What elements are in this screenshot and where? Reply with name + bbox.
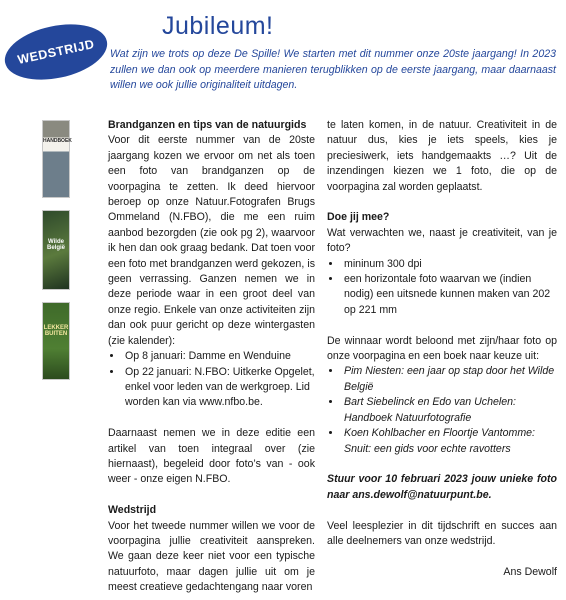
list-item: • een horizontale foto waarvan we (indien nodig) een uitsnede kunnen maken van 202 op 221 mm — [342, 272, 557, 318]
activity-list — [108, 349, 315, 411]
list-item: • Koen Kohlbacher en Floortje Vantomme: Snuit: een gids voor echte ravotters — [342, 426, 557, 457]
list-item: • Op 22 januari: N.FBO: Uitkerke Opgelet, enkel voor leden van de werkgroep. Lid worden kan via www.nfbo.be. — [123, 365, 315, 411]
wilde-belgie-cover-icon — [42, 210, 70, 290]
paragraph: Wat verwachten we, naast je creativiteit, van je foto? — [327, 226, 557, 255]
section-heading-wedstrijd: Wedstrijd — [108, 504, 157, 517]
section-heading-doe-jij-mee: Doe jij mee? — [327, 211, 390, 224]
book-cover-title: Wilde België — [46, 239, 65, 251]
intro-paragraph: Wat zijn we trots op deze De Spille! We starten met dit nummer onze 20ste jaargang! In 2023 zullen we dan ook op meerdere manieren terugblikken op de eerste jaargang, maar daarnaast willen we ook jullie originaliteit uitdagen. — [110, 48, 556, 92]
paragraph: De winnaar wordt beloond met zijn/haar foto op onze voorpagina en een boek naar keuze uit: — [327, 334, 557, 363]
section-heading-brandganzen: Brandganzen en tips van de natuurgids — [108, 119, 307, 131]
list-item: • Op 8 januari: Damme en Wenduine — [123, 349, 315, 364]
paragraph: Voor het tweede nummer willen we voor de voorpagina jullie creativiteit aanspreken. We gaan deze keer niet voor een typische natuurfoto, maar dagen jullie uit om je meest creatieve gedachtengang naar voren — [108, 519, 315, 594]
paragraph: te laten komen, in de natuur. Creativiteit in de natuur dus, kies je iets speels, kies je preciesiwerk, iets handgemaakts …? Uit de inzendingen kiezen we 1 foto, die op de voorpagina zal worden geplaatst. — [327, 119, 557, 193]
lekker-buiten-cover-icon — [42, 302, 70, 380]
left-column — [108, 118, 315, 596]
paragraph: Daarnaast nemen we in deze editie een artikel van toen integraal over (zie hiernaast), begeleid door foto’s van - ook weer - onze eigen N.FBO. — [108, 427, 315, 486]
prize-book-list — [327, 364, 557, 456]
list-item: • mininum 300 dpi — [342, 257, 557, 272]
list-item: • Pim Niesten: een jaar op stap door het Wilde België — [342, 364, 557, 395]
handboek-natuurfotografie-cover-icon — [42, 120, 70, 198]
list-item: • Bart Siebelinck en Edo van Uchelen: Handboek Natuurfotografie — [342, 395, 557, 426]
book-cover-title: LEKKER BUITEN — [43, 325, 69, 337]
page-title: Jubileum! — [162, 12, 274, 40]
deadline-note: Stuur voor 10 februari 2023 jouw unieke foto naar ans.dewolf@natuurpunt.be. — [327, 473, 557, 501]
book-cover-title: HANDBOEK — [43, 138, 72, 144]
right-column — [327, 118, 557, 580]
paragraph: Voor dit eerste nummer van de 20ste jaargang kozen we ervoor om net als toen een foto van brandganzen op de voorpagina te zetten. Ik deed hiervoor beroep op onze Natuur.Fotografen Brugs Ommeland (N.FBO), die me een ruim aanbod bezorgden (zie ook pg 2), waarvoor ik hen dan ook graag bedank. Dat toen voor een foto met brandganzen werd gekozen, is geen verrassing. Ganzen nemen we in deze periode waar in een groot deel van onze regio. Enkele van onze activiteiten zijn dan ook puur gericht op deze wintergasten (zie kalender): — [108, 134, 315, 347]
signature: Ans Dewolf — [503, 565, 557, 578]
closing-paragraph: Veel leesplezier in dit tijdschrift en succes aan alle deelnemers van onze wedstrijd. — [327, 519, 557, 547]
wedstrijd-badge: WEDSTRIJD — [0, 16, 112, 88]
requirements-list — [327, 257, 557, 319]
